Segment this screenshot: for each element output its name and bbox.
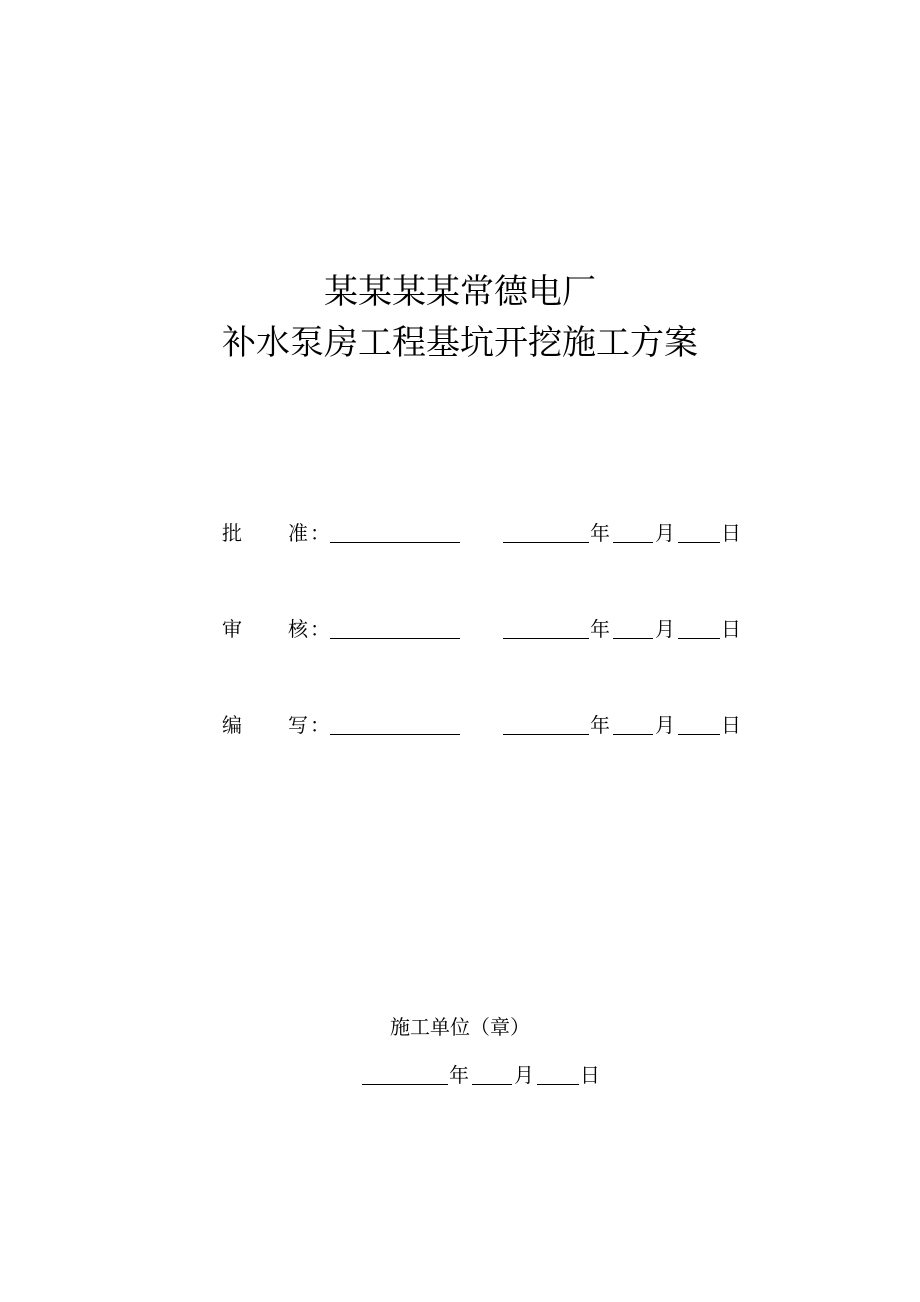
approval-label-char-1: 批	[222, 521, 242, 545]
author-year-text: 年	[590, 713, 610, 737]
review-year-text: 年	[590, 617, 610, 641]
author-month-blank[interactable]	[613, 734, 653, 735]
approval-month-text: 月	[655, 521, 675, 545]
approval-colon: ：	[310, 521, 330, 545]
unit-year-blank[interactable]	[362, 1084, 448, 1085]
author-row	[0, 710, 920, 740]
author-day-text: 日	[721, 713, 741, 737]
author-label-char-1: 编	[222, 713, 242, 737]
approval-year-text: 年	[590, 521, 610, 545]
approval-day-blank[interactable]	[678, 542, 720, 543]
review-month-text: 月	[655, 617, 675, 641]
construction-unit-label: 施工单位（章）	[390, 1015, 530, 1039]
review-row	[0, 614, 920, 644]
approval-month-blank[interactable]	[613, 542, 653, 543]
approval-day-text: 日	[721, 521, 741, 545]
author-signature-blank[interactable]	[330, 734, 460, 735]
approval-signature-blank[interactable]	[330, 542, 460, 543]
unit-month-text: 月	[514, 1063, 534, 1087]
author-colon: ：	[310, 713, 330, 737]
approval-label-char-2: 准	[288, 521, 308, 545]
document-title-line-2: 补水泵房工程基坑开挖施工方案	[222, 323, 698, 363]
approval-year-blank[interactable]	[503, 542, 589, 543]
unit-day-text: 日	[580, 1063, 600, 1087]
author-label-char-2: 写	[288, 713, 308, 737]
review-day-text: 日	[721, 617, 741, 641]
document-title-line-1: 某某某某常德电厂	[324, 272, 596, 312]
review-label-char-1: 审	[222, 617, 242, 641]
review-year-blank[interactable]	[503, 638, 589, 639]
review-month-blank[interactable]	[613, 638, 653, 639]
review-colon: ：	[310, 617, 330, 641]
unit-year-text: 年	[449, 1063, 469, 1087]
approval-row	[0, 518, 920, 548]
construction-unit-date-row	[0, 1060, 920, 1090]
author-month-text: 月	[655, 713, 675, 737]
author-day-blank[interactable]	[678, 734, 720, 735]
review-signature-blank[interactable]	[330, 638, 460, 639]
unit-day-blank[interactable]	[537, 1084, 579, 1085]
review-label-char-2: 核	[288, 617, 308, 641]
review-day-blank[interactable]	[678, 638, 720, 639]
author-year-blank[interactable]	[503, 734, 589, 735]
unit-month-blank[interactable]	[472, 1084, 512, 1085]
